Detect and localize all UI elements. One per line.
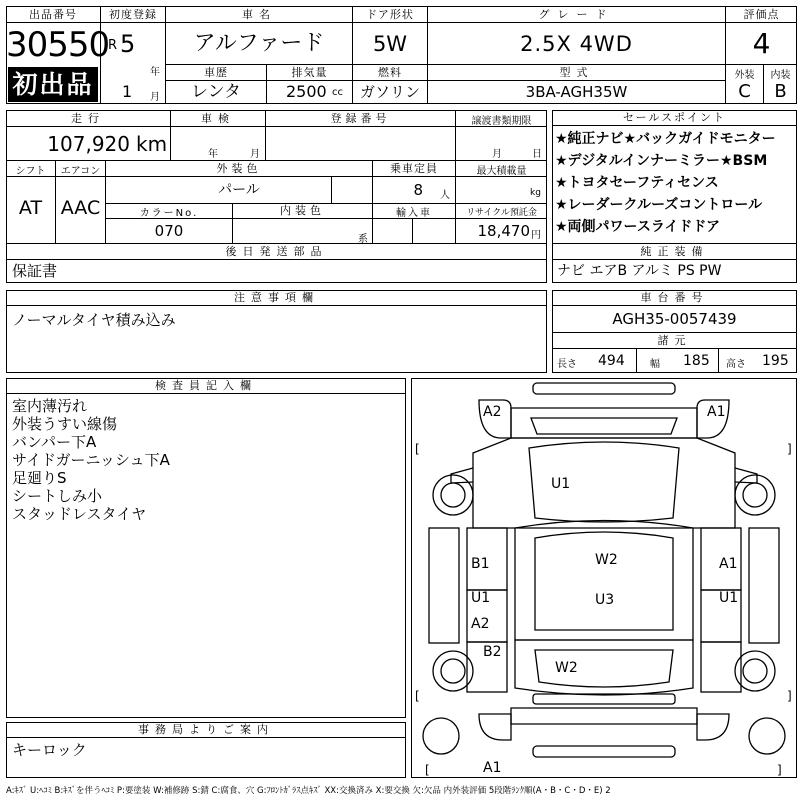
colorno-label: カラーNo. [139, 208, 199, 219]
capacity-label: 乗車定員 [390, 162, 438, 175]
mark-w2-roof: W2 [595, 552, 618, 568]
later-parts-value: 保証書 [12, 262, 58, 280]
shift-label: シフト [15, 166, 46, 177]
score-label: 評価点 [726, 7, 797, 23]
fuel-label: 燃料 [378, 66, 402, 79]
score-value: 4 [752, 27, 771, 60]
color-value: パール [218, 182, 260, 198]
inspector-label: 検査員記入欄 [6, 378, 406, 394]
transfer-day-unit: 日 [532, 149, 542, 160]
interior-label: 内装色 [280, 204, 325, 217]
fuel-value: ガソリン [359, 83, 420, 101]
recycle-label: リサイクル預託金 [466, 208, 537, 218]
load-unit: kg [530, 188, 541, 198]
transfer-label: 譲渡書類期限 [471, 116, 532, 127]
displacement: 2500 [286, 82, 327, 101]
equipment-label: 純正装備 [640, 245, 709, 258]
ac-value: AAC [60, 197, 101, 219]
inspector-note-item: シートしみ小 [12, 487, 103, 505]
notes-label: 注意事項欄 [6, 290, 547, 306]
ac-label: エアコン [60, 166, 101, 177]
mark-u1-left: U1 [471, 590, 491, 606]
sales-label: セールスポイント [552, 110, 797, 126]
equipment-value: ナビ エアB アルミ PS PW [557, 263, 722, 279]
grade-value: 2.5X 4WD [520, 32, 633, 56]
door-label: ドア形状 [353, 7, 427, 23]
disp-unit: cc [332, 87, 343, 98]
ext-grade: C [738, 81, 751, 102]
car-name: アルファード [193, 31, 325, 56]
mark-b2-left: B2 [483, 644, 502, 660]
era-mark: R [108, 38, 118, 53]
mark-u1-right: U1 [719, 590, 739, 606]
chassis-label: 車台番号 [552, 290, 797, 306]
capacity-unit: 人 [440, 190, 450, 201]
mileage-label: 走行 [71, 112, 105, 125]
model-value: 3BA-AGH35W [525, 83, 628, 101]
year-unit: 年 [150, 67, 160, 78]
length-label: 長さ [557, 359, 577, 370]
svg-text:]: ] [787, 442, 792, 456]
inspector-note-item: バンパー下A [12, 433, 97, 451]
interior-unit: 系 [358, 234, 368, 245]
capacity-value: 8 [413, 181, 423, 199]
inspector-note-item: サイドガーニッシュ下A [12, 451, 170, 469]
inspector-note-item: 外装うすい線傷 [12, 415, 118, 433]
chassis-number: AGH35-0057439 [612, 310, 737, 328]
height-label: 高さ [726, 359, 746, 370]
inspector-note-item: 室内薄汚れ [12, 397, 88, 415]
mark-a1-top: A1 [707, 404, 726, 420]
sales-point-item: ★両側パワースライドドア [555, 219, 721, 235]
mark-u1-hood: U1 [551, 476, 571, 492]
mark-b1-left: B1 [471, 556, 490, 572]
inspector-note-item: スタッドレスタイヤ [12, 505, 147, 523]
vehicle-damage-diagram [411, 378, 797, 778]
color-label: 外装色 [216, 162, 262, 175]
lot-label: 出品番号 [6, 7, 100, 23]
mileage-value: 107,920 [47, 132, 130, 156]
sales-point-item: ★純正ナビ★バックガイドモニター [555, 131, 776, 147]
length-value: 494 [598, 353, 625, 369]
name-label: 車名 [166, 7, 352, 23]
month-unit: 月 [150, 92, 160, 103]
office-text: キーロック [12, 741, 87, 759]
regno-label: 登録番号 [330, 112, 391, 125]
svg-text:]: ] [787, 689, 792, 703]
inspector-note-item: 足廻りS [12, 469, 67, 487]
legend-text: A:ｷｽﾞ U:ﾍｺﾐ B:ｷｽﾞを伴うﾍｺﾐ P:要塗装 W:補修跡 S:錆 C:腐食、穴 G:ﾌﾛﾝﾄｶﾞﾗｽ点ｷｽﾞ XX:交換済み X:要交換 欠:欠品 内外装評価 5段階ﾗﾝｸ順(A・B・C・D・E) 2 [6, 786, 611, 796]
svg-text:[: [ [415, 442, 420, 456]
mark-a2-top: A2 [483, 404, 502, 420]
later-parts-label: 後日発送部品 [225, 245, 328, 258]
model-label: 型式 [559, 66, 594, 79]
ext-label: 外装 [734, 70, 755, 81]
load-label: 最大積載量 [476, 166, 527, 177]
office-label: 事務局よりご案内 [6, 722, 406, 738]
reg-label: 初度登録 [101, 7, 165, 23]
lot-number: 30550 [6, 25, 110, 65]
int-grade: B [774, 81, 787, 102]
grade-label: グレード [428, 7, 725, 23]
reg-month: 1 [122, 82, 133, 101]
colorno-value: 070 [154, 222, 184, 240]
disp-label: 排気量 [291, 66, 328, 79]
import-label: 輸入車 [396, 208, 432, 219]
transfer-month-unit: 月 [492, 149, 502, 160]
inspector-notes-list [12, 397, 170, 523]
shift-value: AT [18, 197, 43, 219]
width-label: 幅 [650, 359, 660, 370]
svg-text:[: [ [415, 689, 420, 703]
specs-label: 諸元 [657, 334, 692, 347]
int-label: 内装 [770, 70, 791, 81]
width-value: 185 [683, 353, 710, 369]
history-label: 車歴 [204, 66, 228, 79]
mark-w2-rear: W2 [555, 660, 578, 676]
sales-point-item: ★トヨタセーフティセンス [555, 175, 719, 191]
sales-points-list [555, 128, 795, 238]
svg-text:]: ] [777, 763, 782, 777]
recycle-value: 18,470 [477, 222, 530, 240]
history-value: レンタ [191, 82, 241, 102]
sales-point-item: ★レーダークルーズコントロール [555, 197, 763, 213]
reg-year: 5 [120, 30, 136, 58]
svg-text:[: [ [425, 763, 430, 777]
insp-year-unit: 年 [208, 149, 218, 160]
height-value: 195 [762, 353, 789, 369]
mark-a2-left: A2 [471, 616, 490, 632]
mark-a1-right: A1 [719, 556, 738, 572]
inspection-label: 車検 [201, 112, 235, 125]
mark-u3-roof: U3 [595, 592, 615, 608]
notes-text: ノーマルタイヤ積み込み [12, 311, 176, 329]
mark-a1-bottom: A1 [483, 760, 502, 776]
sales-point-item: ★デジタルインナーミラー★BSM [555, 153, 768, 169]
first-listing-badge: 初出品 [8, 67, 98, 102]
door-value: 5W [372, 32, 408, 56]
insp-month-unit: 月 [250, 149, 260, 160]
mileage-unit: km [136, 132, 168, 156]
recycle-unit: 円 [531, 230, 541, 241]
